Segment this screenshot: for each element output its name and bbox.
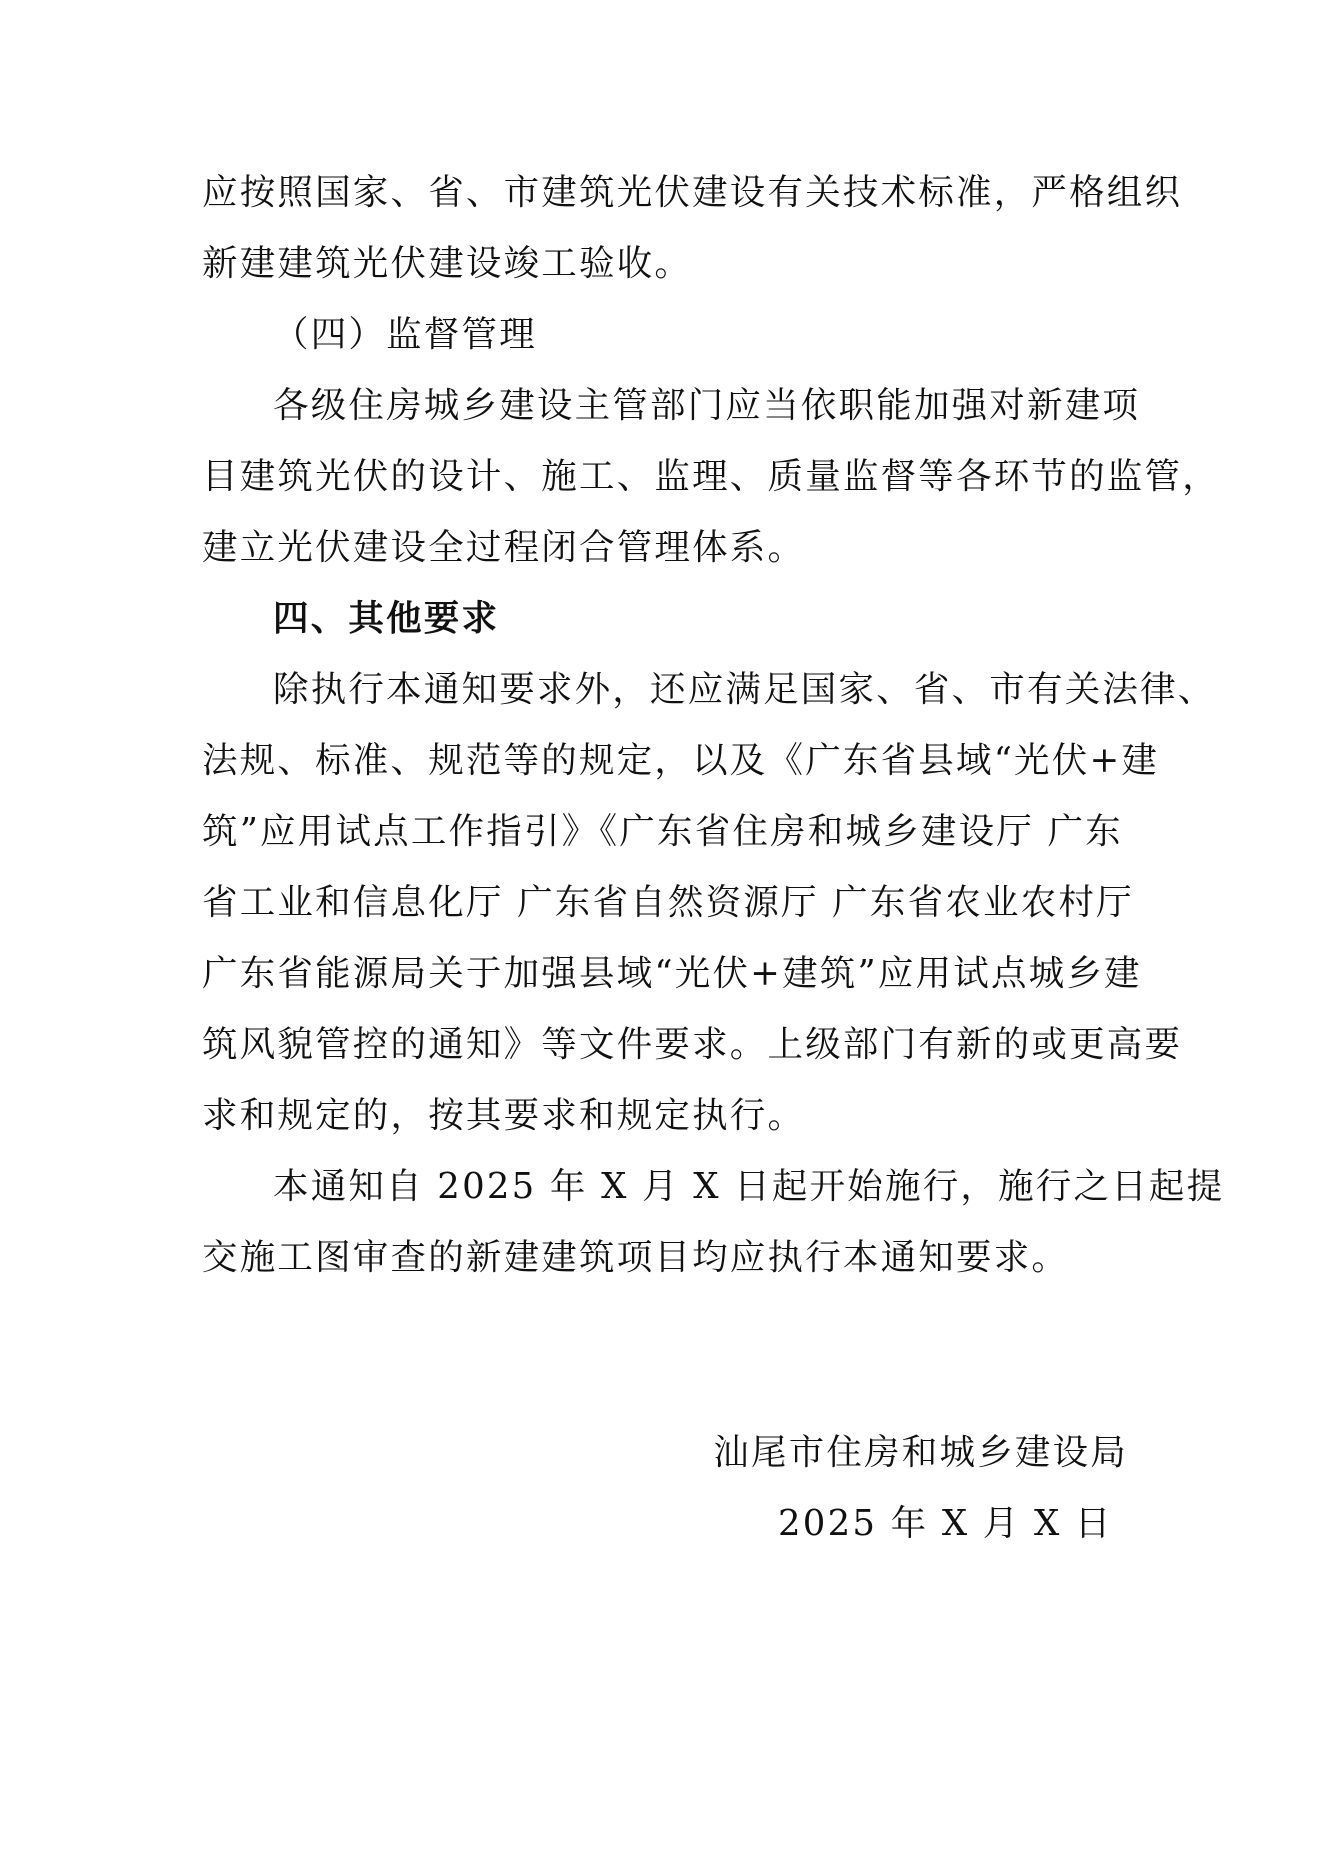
body-line: 应按照国家、省、市建筑光伏建设有关技术标准，严格组织 (202, 172, 1183, 213)
body-line: 新建建筑光伏建设竣工验收。 (202, 243, 693, 284)
subsection-heading: （四）监督管理 (273, 314, 537, 355)
body-line: 求和规定的，按其要求和规定执行。 (202, 1095, 806, 1136)
body-line: 广东省能源局关于加强县域“光伏+建筑”应用试点城乡建 (202, 953, 1142, 994)
body-line: 目建筑光伏的设计、施工、监理、质量监督等各环节的监管， (202, 456, 1220, 497)
body-line: 本通知自 2025 年 X 月 X 日起开始施行，施行之日起提 (273, 1166, 1225, 1207)
signature-date: 2025 年 X 月 X 日 (778, 1503, 1113, 1544)
body-line: 建立光伏建设全过程闭合管理体系。 (202, 527, 806, 568)
signature-org: 汕尾市住房和城乡建设局 (713, 1432, 1128, 1473)
body-line: 法规、标准、规范等的规定，以及《广东省县域“光伏+建 (202, 740, 1160, 781)
body-line: 交施工图审查的新建建筑项目均应执行本通知要求。 (202, 1237, 1070, 1278)
body-line: 筑”应用试点工作指引》《广东省住房和城乡建设厅 广东 (202, 811, 1123, 852)
body-line: 省工业和信息化厅 广东省自然资源厅 广东省农业农村厅 (202, 882, 1134, 923)
body-line: 筑风貌管控的通知》等文件要求。上级部门有新的或更高要 (202, 1024, 1183, 1065)
body-line: 各级住房城乡建设主管部门应当依职能加强对新建项 (273, 385, 1141, 426)
section-heading: 四、其他要求 (273, 598, 500, 639)
body-line: 除执行本通知要求外，还应满足国家、省、市有关法律、 (273, 669, 1216, 710)
